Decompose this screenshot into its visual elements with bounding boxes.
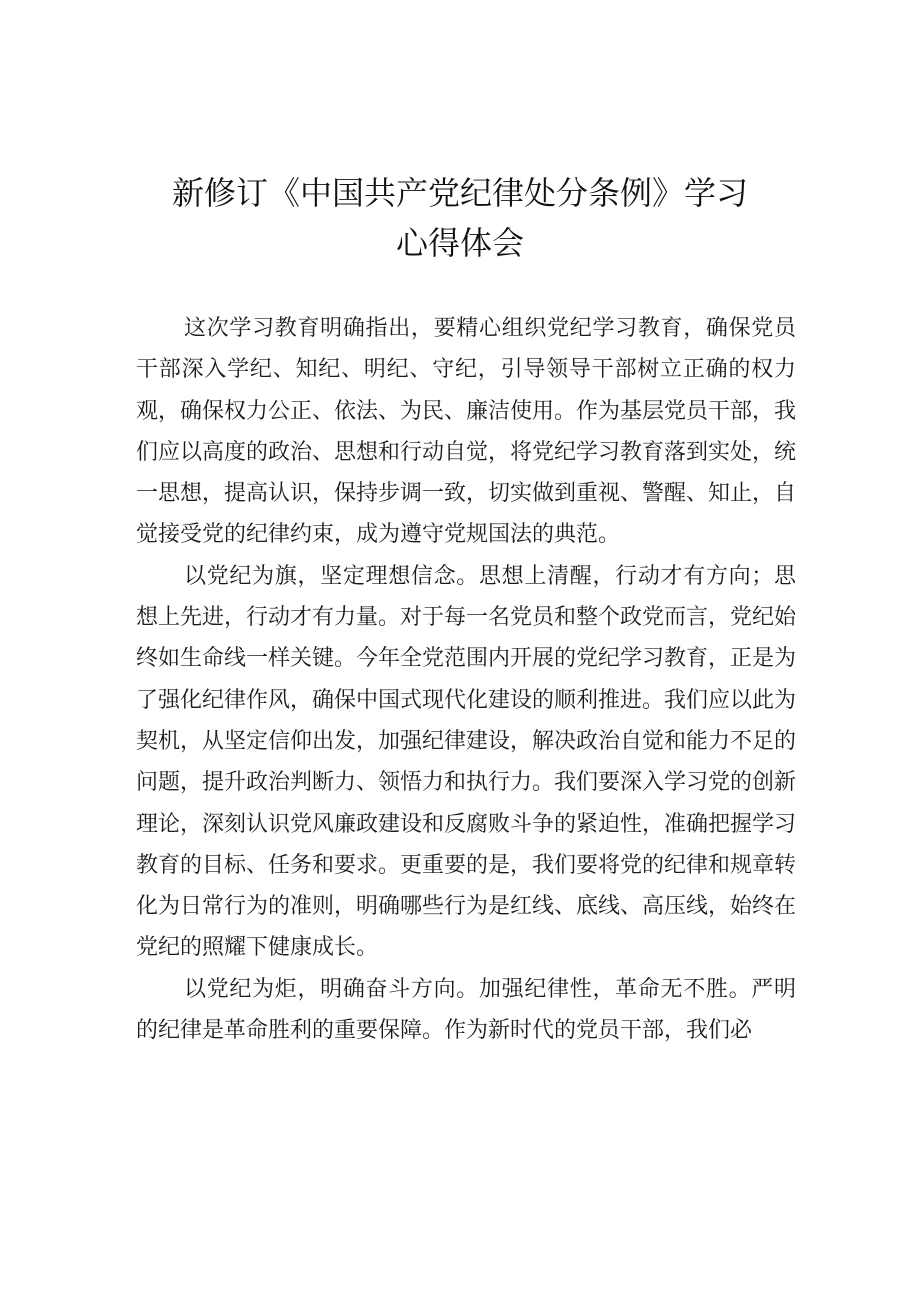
document-title [0, 168, 920, 268]
title-line-1: 新修订《中国共产党纪律处分条例》学习 [171, 174, 748, 212]
title-line-2: 心得体会 [395, 224, 524, 262]
paragraph-3: 以党纪为炬，明确奋斗方向。加强纪律性，革命无不胜。严明的纪律是革命胜利的重要保障。作为新时代的党员干部，我们必 [136, 976, 796, 1044]
document-body [136, 308, 796, 1051]
paragraph-2: 以党纪为旗，坚定理想信念。思想上清醒，行动才有方向；思想上先进，行动才有力量。对于每一名党员和整个政党而言，党纪始终如生命线一样关键。今年全党范围内开展的党纪学习教育，正是为了强化纪律作风，确保中国式现代化建设的顺利推进。我们应以此为契机，从坚定信仰出发，加强纪律建设，解决政治自觉和能力不足的问题，提升政治判断力、领悟力和执行力。我们要深入学习党的创新理论，深刻认识党风廉政建设和反腐败斗争的紧迫性，准确把握学习教育的目标、任务和要求。更重要的是，我们要将党的纪律和规章转化为日常行为的准则，明确哪些行为是红线、底线、高压线，始终在党纪的照耀下健康成长。 [136, 563, 797, 961]
paragraph-1: 这次学习教育明确指出，要精心组织党纪学习教育，确保党员干部深入学纪、知纪、明纪、守纪，引导领导干部树立正确的权力观，确保权力公正、依法、为民、廉洁使用。作为基层党员干部，我们应以高度的政治、思想和行动自觉，将党纪学习教育落到实处，统一思想，提高认识，保持步调一致，切实做到重视、警醒、知止，自觉接受党的纪律约束，成为遵守党规国法的典范。 [136, 316, 797, 548]
